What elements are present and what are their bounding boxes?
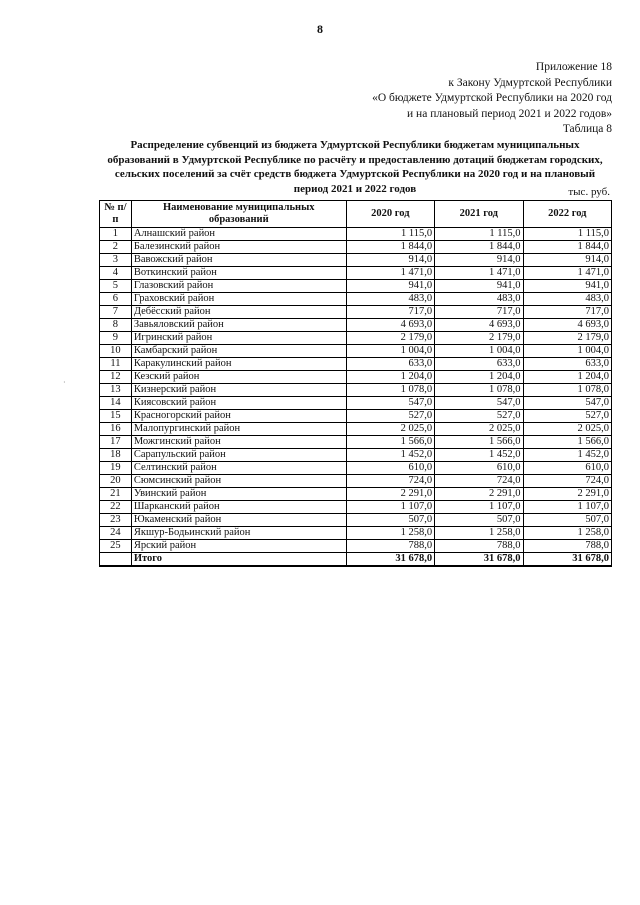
table-row [100,345,612,358]
row-value-2020: 527,0 [346,410,434,423]
table-header-row [100,201,612,228]
table-row [100,280,612,293]
row-value-2021: 724,0 [435,475,523,488]
row-value-2020: 2 025,0 [346,423,434,436]
table-row [100,423,612,436]
table-row [100,449,612,462]
row-name: Юкаменский район [131,514,346,527]
row-value-2020: 507,0 [346,514,434,527]
row-value-2021: 1 566,0 [435,436,523,449]
table-row [100,540,612,553]
table-row [100,332,612,345]
row-name: Завьяловский район [131,319,346,332]
row-value-2022: 1 452,0 [523,449,611,462]
header-num: № п/п [100,201,132,228]
row-value-2021: 610,0 [435,462,523,475]
row-number: 23 [100,514,132,527]
row-value-2022: 4 693,0 [523,319,611,332]
total-2021: 31 678,0 [435,553,523,567]
header-2020: 2020 год [346,201,434,228]
table-row [100,410,612,423]
row-value-2022: 941,0 [523,280,611,293]
total-2020: 31 678,0 [346,553,434,567]
row-value-2020: 717,0 [346,306,434,319]
row-name: Киясовский район [131,397,346,410]
row-number: 4 [100,267,132,280]
row-number: 11 [100,358,132,371]
appendix-line: к Закону Удмуртской Республики [448,76,612,89]
table-row [100,436,612,449]
row-number: 24 [100,527,132,540]
margin-mark: · [63,378,66,387]
header-name: Наименование муниципальных образований [131,201,346,228]
row-number: 1 [100,228,132,241]
row-value-2021: 483,0 [435,293,523,306]
row-value-2022: 483,0 [523,293,611,306]
row-value-2022: 507,0 [523,514,611,527]
row-value-2020: 4 693,0 [346,319,434,332]
total-2022: 31 678,0 [523,553,611,567]
table-row [100,358,612,371]
row-value-2020: 1 844,0 [346,241,434,254]
row-value-2020: 2 179,0 [346,332,434,345]
row-value-2021: 1 452,0 [435,449,523,462]
row-number: 17 [100,436,132,449]
row-value-2022: 2 025,0 [523,423,611,436]
row-value-2022: 914,0 [523,254,611,267]
row-name: Ярский район [131,540,346,553]
table-row [100,267,612,280]
row-name: Малопургинский район [131,423,346,436]
unit-label: тыс. руб. [568,186,610,198]
row-value-2022: 1 471,0 [523,267,611,280]
table-row [100,293,612,306]
row-value-2022: 547,0 [523,397,611,410]
row-name: Можгинский район [131,436,346,449]
row-name: Увинский район [131,488,346,501]
header-2021: 2021 год [435,201,523,228]
row-number: 2 [100,241,132,254]
row-value-2022: 724,0 [523,475,611,488]
table-row [100,475,612,488]
row-value-2020: 724,0 [346,475,434,488]
row-value-2022: 527,0 [523,410,611,423]
row-number: 21 [100,488,132,501]
row-value-2020: 1 204,0 [346,371,434,384]
row-name: Кизнерский район [131,384,346,397]
row-value-2022: 1 078,0 [523,384,611,397]
row-value-2021: 1 844,0 [435,241,523,254]
row-name: Игринский район [131,332,346,345]
total-row [100,553,612,567]
row-name: Сарапульский район [131,449,346,462]
table-row [100,384,612,397]
row-value-2020: 914,0 [346,254,434,267]
row-value-2020: 1 566,0 [346,436,434,449]
row-value-2022: 1 004,0 [523,345,611,358]
appendix-line: Приложение 18 [535,61,612,73]
table-body [100,228,612,567]
row-number: 5 [100,280,132,293]
row-number: 8 [100,319,132,332]
row-number: 25 [100,540,132,553]
row-name: Глазовский район [131,280,346,293]
row-number: 9 [100,332,132,345]
row-number: 20 [100,475,132,488]
row-value-2021: 717,0 [435,306,523,319]
document-heading: Распределение субвенций из бюджета Удмуртской Республики бюджетам муниципальных образований в Удмуртской Республике по расчёту и предоставлению дотаций бюджетам городских, сельских поселений за счёт средств бюджета Удмуртской Республики на 2020 год и на плановый период 2021 и 2022 годов [107,139,603,195]
row-value-2021: 941,0 [435,280,523,293]
page-number: 8 [317,22,323,36]
row-value-2020: 1 115,0 [346,228,434,241]
table-row [100,371,612,384]
row-value-2021: 633,0 [435,358,523,371]
row-name: Кезский район [131,371,346,384]
row-value-2020: 1 107,0 [346,501,434,514]
row-value-2020: 1 258,0 [346,527,434,540]
header-2022: 2022 год [523,201,611,228]
table-number: Таблица 8 [562,123,612,135]
row-value-2020: 941,0 [346,280,434,293]
row-number: 10 [100,345,132,358]
row-value-2020: 547,0 [346,397,434,410]
row-value-2022: 788,0 [523,540,611,553]
row-value-2022: 1 115,0 [523,228,611,241]
row-value-2021: 1 258,0 [435,527,523,540]
row-value-2022: 1 204,0 [523,371,611,384]
row-number: 3 [100,254,132,267]
row-number: 19 [100,462,132,475]
row-name: Сюмсинский район [131,475,346,488]
row-value-2022: 1 258,0 [523,527,611,540]
row-value-2020: 483,0 [346,293,434,306]
row-number: 18 [100,449,132,462]
row-value-2020: 610,0 [346,462,434,475]
row-value-2021: 914,0 [435,254,523,267]
total-label: Итого [131,553,346,567]
total-num [100,553,132,567]
row-name: Якшур-Бодьинский район [131,527,346,540]
row-value-2020: 788,0 [346,540,434,553]
table-row [100,397,612,410]
row-name: Дебёсский район [131,306,346,319]
row-value-2022: 633,0 [523,358,611,371]
row-value-2020: 1 078,0 [346,384,434,397]
table-row [100,306,612,319]
row-name: Воткинский район [131,267,346,280]
row-number: 14 [100,397,132,410]
row-name: Граховский район [131,293,346,306]
row-number: 12 [100,371,132,384]
row-number: 13 [100,384,132,397]
appendix-block [372,60,612,138]
row-number: 6 [100,293,132,306]
row-value-2021: 1 107,0 [435,501,523,514]
table-row [100,488,612,501]
row-number: 22 [100,501,132,514]
row-value-2022: 1 107,0 [523,501,611,514]
row-name: Шарканский район [131,501,346,514]
table-row [100,319,612,332]
row-value-2022: 610,0 [523,462,611,475]
row-name: Каракулинский район [131,358,346,371]
row-value-2020: 1 004,0 [346,345,434,358]
table-row [100,228,612,241]
row-value-2022: 1 566,0 [523,436,611,449]
row-value-2021: 1 204,0 [435,371,523,384]
row-value-2020: 1 452,0 [346,449,434,462]
row-name: Алнашский район [131,228,346,241]
table-row [100,254,612,267]
subsidy-table [99,200,612,567]
row-value-2022: 2 179,0 [523,332,611,345]
row-name: Камбарский район [131,345,346,358]
table-row [100,241,612,254]
row-value-2021: 1 004,0 [435,345,523,358]
row-name: Вавожский район [131,254,346,267]
row-value-2021: 1 471,0 [435,267,523,280]
row-value-2020: 633,0 [346,358,434,371]
row-value-2021: 4 693,0 [435,319,523,332]
row-value-2021: 507,0 [435,514,523,527]
row-number: 16 [100,423,132,436]
row-value-2021: 788,0 [435,540,523,553]
row-number: 7 [100,306,132,319]
row-value-2021: 547,0 [435,397,523,410]
row-name: Красногорский район [131,410,346,423]
row-value-2021: 1 115,0 [435,228,523,241]
row-value-2020: 2 291,0 [346,488,434,501]
table-row [100,462,612,475]
appendix-line: «О бюджете Удмуртской Республики на 2020 год [372,92,612,104]
row-value-2020: 1 471,0 [346,267,434,280]
row-value-2021: 2 291,0 [435,488,523,501]
row-value-2022: 1 844,0 [523,241,611,254]
row-value-2021: 527,0 [435,410,523,423]
table-row [100,527,612,540]
row-name: Балезинский район [131,241,346,254]
row-number: 15 [100,410,132,423]
table-row [100,514,612,527]
row-value-2021: 2 025,0 [435,423,523,436]
row-value-2021: 1 078,0 [435,384,523,397]
table-row [100,501,612,514]
row-value-2022: 2 291,0 [523,488,611,501]
appendix-line: и на плановый период 2021 и 2022 годов» [407,107,612,120]
row-name: Селтинский район [131,462,346,475]
row-value-2022: 717,0 [523,306,611,319]
row-value-2021: 2 179,0 [435,332,523,345]
